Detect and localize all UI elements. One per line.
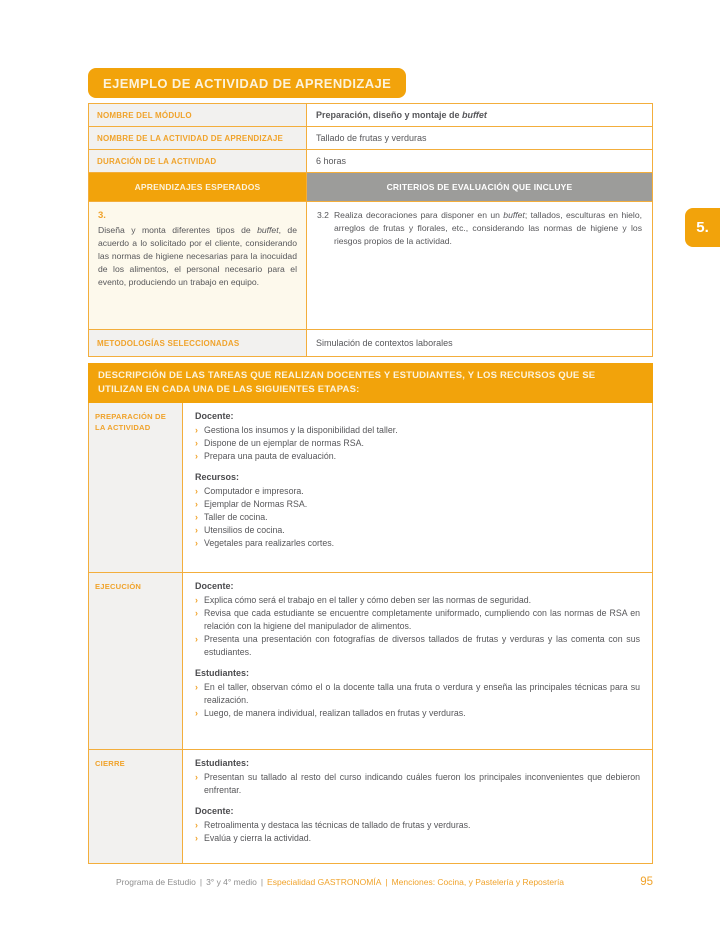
group-heading: Estudiantes: [195,758,250,768]
list-item: › Evalúa y cierra la actividad. [195,833,312,843]
stage-content-ejecucion [183,573,652,749]
bullet-icon: › [195,634,198,644]
list-item: › Gestiona los insumos y la disponibilidad del taller. [195,425,398,435]
page-number: 95 [640,876,653,888]
duration-label: DURACIÓN DE LA ACTIVIDAD [89,150,307,172]
bullet-icon: › [195,438,198,448]
stage-row-preparacion [89,403,652,573]
bullet-icon: › [195,512,198,522]
activity-info-table [88,103,653,357]
criteria-number: 3.2 [317,210,329,220]
stage-content-preparacion [183,403,652,572]
list-item: › Ejemplar de Normas RSA. [195,499,308,509]
group-heading: Recursos: [195,472,240,482]
module-value [307,104,652,126]
group-docente [195,805,640,845]
description-banner: DESCRIPCIÓN DE LAS TAREAS QUE REALIZAN DOCENTES Y ESTUDIANTES, Y LOS RECURSOS QUE SE UTILIZAN EN CADA UNA DE LAS SIGUIENTES ETAPAS: [88,363,653,403]
footer-specialty: Especialidad GASTRONOMÍA [267,877,382,887]
document-content [88,68,653,864]
bullet-icon: › [195,425,198,435]
expected-learning-cell [89,202,307,329]
group-heading: Estudiantes: [195,668,250,678]
list-item: › Vegetales para realizarles cortes. [195,538,335,548]
page-footer [88,876,653,888]
methodologies-row [89,330,652,356]
expected-learning-number: 3. [98,210,106,221]
bullet-icon: › [195,595,198,605]
bullet-icon: › [195,608,198,618]
footer-mentions: Menciones: Cocina, y Pastelería y Repostería [391,877,565,887]
group-heading: Docente: [195,581,234,591]
list-item: › Retroalimenta y destaca las técnicas de tallado de frutas y verduras. [195,820,471,830]
list-item: › Taller de cocina. [195,512,268,522]
learning-header-row [89,173,652,202]
list-item: › En el taller, observan cómo el o la docente talla una fruta o verdura y enseña las principales técnicas para su realización. [195,682,640,705]
duration-value: 6 horas [316,156,347,166]
page-title: EJEMPLO DE ACTIVIDAD DE APRENDIZAJE [88,68,406,98]
bullet-icon: › [195,708,198,718]
group-estudiantes [195,667,640,720]
module-value-text: Preparación, diseño y montaje de [316,110,463,120]
bullet-icon: › [195,486,198,496]
activity-name-label: NOMBRE DE LA ACTIVIDAD DE APRENDIZAJE [89,127,307,149]
footer-grade: 3° y 4° medio [206,877,257,887]
bullet-icon: › [195,538,198,548]
expected-learning-text: Diseña y monta diferentes tipos de buffet, de acuerdo a lo solicitado por el cliente, considerando las normas de higiene necesarias para la inocuidad de los alimentos, el personal necesario para el evento, produciendo un trabajo en equipo. [98,225,297,287]
stage-label-preparacion: PREPARACIÓN DE LA ACTIVIDAD [89,403,183,572]
module-row [89,104,652,127]
learning-body-row [89,202,652,330]
bullet-icon: › [195,833,198,843]
bullet-icon: › [195,451,198,461]
list-item: › Utensilios de cocina. [195,525,285,535]
list-item: › Luego, de manera individual, realizan tallados en frutas y verduras. [195,708,466,718]
group-recursos [195,471,640,550]
group-docente [195,580,640,659]
stage-label-ejecucion: EJECUCIÓN [89,573,183,749]
group-heading: Docente: [195,411,234,421]
group-docente [195,410,640,463]
list-item: › Presenta una presentación con fotografías de diversos tallados de frutas y verduras y las comenta con sus estudiantes. [195,634,640,657]
stages-table [88,403,653,864]
stage-row-cierre [89,750,652,863]
evaluation-criteria-cell [307,202,652,329]
duration-row [89,150,652,173]
bullet-icon: › [195,499,198,509]
group-heading: Docente: [195,806,234,816]
stage-row-ejecucion [89,573,652,750]
list-item: › Computador e impresora. [195,486,304,496]
footer-breadcrumb: Programa de Estudio | 3° y 4° medio | Especialidad GASTRONOMÍA | Menciones: Cocina, y Pastelería y Repostería [116,877,565,887]
footer-program: Programa de Estudio [116,877,196,887]
bullet-icon: › [195,820,198,830]
activity-name-value: Tallado de frutas y verduras [316,133,427,143]
list-item: › Prepara una pauta de evaluación. [195,451,337,461]
expected-learning-header: APRENDIZAJES ESPERADOS [89,173,307,201]
criteria-text: Realiza decoraciones para disponer en un buffet; tallados, esculturas en hielo, arreglos de frutas y florales, etc., considerando las normas de higiene y los riesgos propios de la actividad. [333,210,642,246]
bullet-icon: › [195,525,198,535]
list-item: › Explica cómo será el trabajo en el taller y cómo deben ser las normas de seguridad. [195,595,532,605]
stage-content-cierre [183,750,652,863]
list-item: › Revisa que cada estudiante se encuentre completamente uniformado, cumpliendo con las normas de RSA en relación con la higiene del manipulador de alimentos. [195,608,640,631]
evaluation-criteria-header: CRITERIOS DE EVALUACIÓN QUE INCLUYE [307,173,652,201]
methodologies-value: Simulación de contextos laborales [316,338,453,348]
bullet-icon: › [195,772,198,782]
chapter-tab: 5. [685,208,720,247]
bullet-icon: › [195,682,198,692]
list-item: › Presentan su tallado al resto del curso indicando cuáles fueron los principales inconvenientes que debieron enfrentar. [195,772,640,795]
activity-name-row [89,127,652,150]
methodologies-label: METODOLOGÍAS SELECCIONADAS [89,330,307,356]
stage-label-cierre: CIERRE [89,750,183,863]
module-value-italic: buffet [462,110,487,120]
module-label: NOMBRE DEL MÓDULO [89,104,307,126]
list-item: › Dispone de un ejemplar de normas RSA. [195,438,364,448]
group-estudiantes [195,757,640,797]
